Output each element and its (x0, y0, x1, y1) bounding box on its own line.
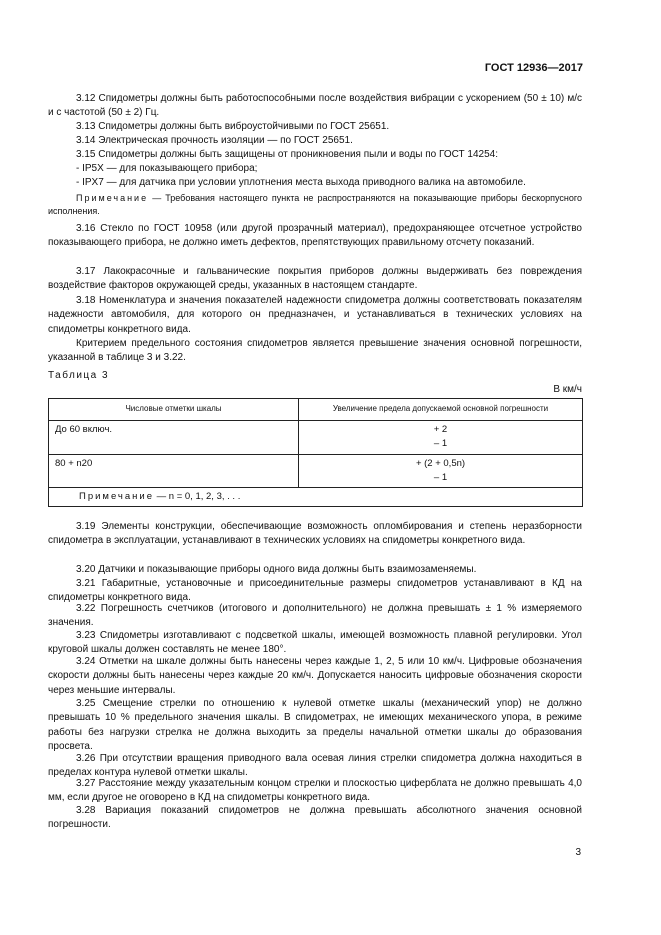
error-plus: + 2 (433, 424, 448, 435)
note-3-15 (48, 192, 582, 218)
error-minus: – 1 (433, 471, 448, 483)
table-caption: Таблица 3 (48, 370, 110, 381)
list-item-ipx7: - IPX7 — для датчика при условии уплотнения места выхода приводного валика на автомобиле. (76, 177, 526, 188)
paragraph-3-13: 3.13 Спидометры должны быть виброустойчивыми по ГОСТ 25651. (76, 121, 390, 132)
note-text: — Требования настоящего пункта не распространяются на показывающие приборы бескорпусного исполнения. (48, 193, 582, 216)
paragraph-3-19: 3.19 Элементы конструкции, обеспечивающие возможность опломбирования и степень неразборности спидометра в эксплуатации, устанавливают в технических условиях на спидометры конкретного вида. (48, 521, 582, 547)
standard-header: ГОСТ 12936—2017 (484, 62, 583, 74)
table-row (49, 454, 583, 488)
table-header-error: Увеличение предела допускаемой основной погрешности (299, 399, 583, 421)
error-minus: – 1 (433, 438, 448, 450)
paragraph-3-17: 3.17 Лакокрасочные и гальванические покрытия приборов должны выдерживать без повреждения воздействие факторов окружающей среды, указанных в настоящем стандарте. (48, 266, 582, 292)
table-note-row (49, 488, 583, 507)
paragraph-3-24: 3.24 Отметки на шкале должны быть нанесены через каждые 1, 2, 5 или 10 км/ч. Цифровые обозначения скорости должны быть нанесены через каждые 20 км/ч. Допускается наносить цифровые обозначения скорости через меньшие интервалы. (48, 656, 582, 696)
table-header-row (49, 399, 583, 421)
paragraph-3-28: 3.28 Вариация показаний спидометров не должна превышать абсолютного значения основной погрешности. (48, 805, 582, 831)
table-cell-error (299, 454, 583, 488)
paragraph-3-12: 3.12 Спидометры должны быть работоспособными после воздействия вибрации с ускорением (50 ± 10) м/с и с частотой (50 ± 2) Гц. (48, 93, 582, 119)
table-note (49, 488, 583, 507)
paragraph-3-16: 3.16 Стекло по ГОСТ 10958 (или другой прозрачный материал), предохраняющее отсчетное устройство показывающего прибора, не должно иметь дефектов, препятствующих правильному отсчету показаний. (48, 223, 582, 249)
page-number: 3 (575, 847, 581, 858)
table-row (49, 421, 583, 455)
paragraph-3-20: 3.20 Датчики и показывающие приборы одного вида должны быть взаимозаменяемы. (76, 564, 477, 575)
paragraph-3-18: 3.18 Номенклатура и значения показателей надежности спидометра должны соответствовать показателям надежности автомобиля, для которого он предназначен, и устанавливаться в технических условиях на спидометры конкретного вида. (48, 295, 582, 335)
error-plus: + (2 + 0,5n) (415, 457, 466, 469)
paragraph-3-15: 3.15 Спидометры должны быть защищены от проникновения пыли и воды по ГОСТ 14254: (76, 149, 498, 160)
note-label: Примечание (76, 193, 149, 203)
paragraph-3-25: 3.25 Смещение стрелки по отношению к нулевой отметке шкалы (механический упор) не должно превышать 10 % предельного значения шкалы. В спидометрах, не имеющих механического упора, в режиме работы без нагрузки стрелка не должна выходить за пределы начальной отметки шкалы до образования просвета. (48, 698, 582, 752)
table-note-text: — n = 0, 1, 2, 3, . . . (154, 491, 241, 503)
paragraph-3-23: 3.23 Спидометры изготавливают с подсветкой шкалы, имеющей возможность плавной регулировки. Угол круговой шкалы должен составлять не менее 180°. (48, 630, 582, 656)
table-header-marks: Числовые отметки шкалы (49, 399, 299, 421)
table-cell-mark: До 60 включ. (49, 421, 299, 455)
paragraph-3-14: 3.14 Электрическая прочность изоляции — по ГОСТ 25651. (76, 135, 353, 146)
paragraph-3-26: 3.26 При отсутствии вращения приводного вала осевая линия стрелки спидометра должна находиться в пределах контура нулевой отметки шкалы. (48, 753, 582, 779)
table-3 (48, 398, 583, 507)
paragraph-criterion: Критерием предельного состояния спидометров является превышение значения основной погрешности, указанной в таблице 3 и 3.22. (48, 338, 582, 364)
paragraph-3-21: 3.21 Габаритные, установочные и присоединительные размеры спидометров устанавливают в КД на спидометры конкретного вида. (48, 578, 582, 604)
list-item-ip5x: - IP5X — для показывающего прибора; (76, 163, 258, 174)
table-units: В км/ч (553, 384, 582, 395)
table-note-label: Примечание (79, 491, 154, 503)
paragraph-3-22: 3.22 Погрешность счетчиков (итогового и дополнительного) не должна превышать ± 1 % измеряемого значения. (48, 603, 582, 629)
table-cell-error (299, 421, 583, 455)
paragraph-3-27: 3.27 Расстояние между указательным концом стрелки и плоскостью циферблата не должно превышать 4,0 мм, если другое не оговорено в КД на спидометры конкретного вида. (48, 778, 582, 804)
table-cell-mark: 80 + n20 (49, 454, 299, 488)
